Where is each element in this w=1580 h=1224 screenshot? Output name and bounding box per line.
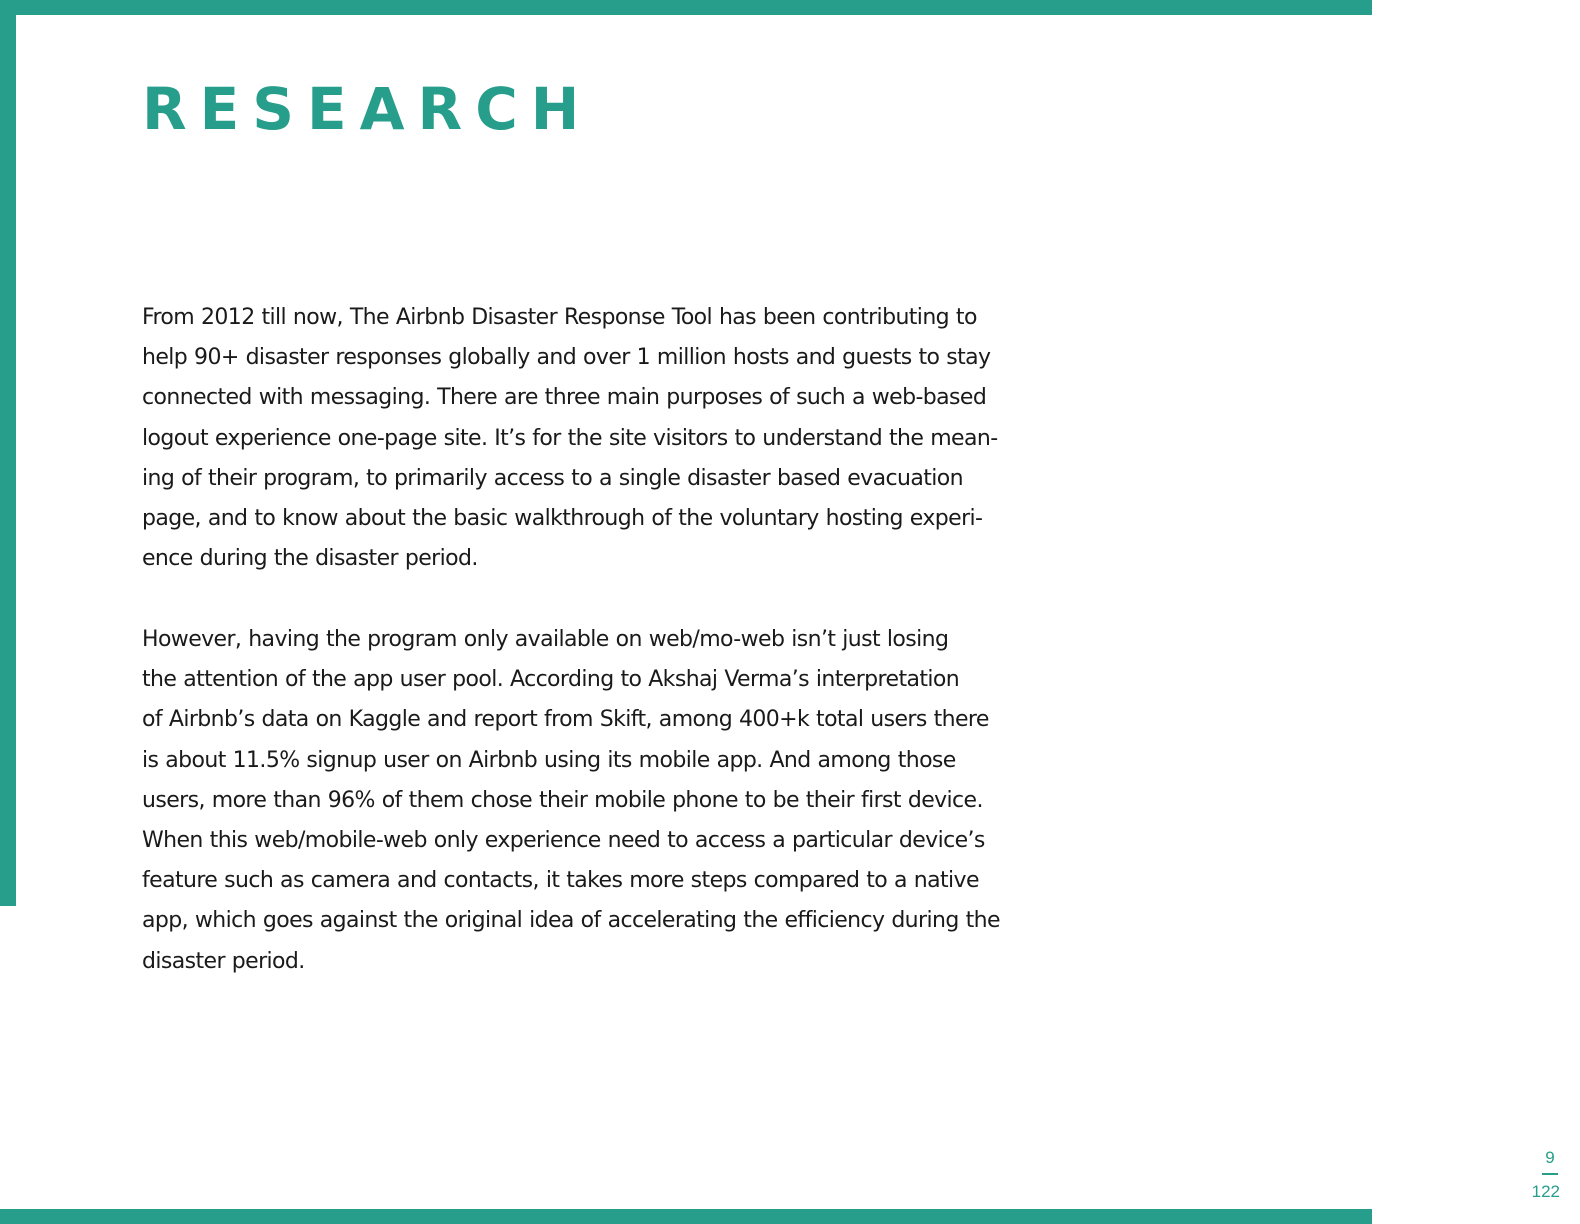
- paragraph-line: disaster period.: [142, 948, 305, 974]
- paragraph-line: connected with messaging. There are three main purposes of such a web-based: [142, 385, 987, 411]
- paragraph-line: the attention of the app user pool. According to Akshaj Verma’s interpretation: [142, 667, 960, 693]
- page-number: [1500, 1147, 1560, 1202]
- bottom-accent-bar: [0, 1209, 1372, 1224]
- paragraph-line: logout experience one-page site. It’s for the site visitors to understand the mean-: [142, 425, 998, 451]
- paragraph-line: From 2012 till now, The Airbnb Disaster Response Tool has been contributing to: [142, 305, 977, 330]
- paragraph-line: help 90+ disaster responses globally and over 1 million hosts and guests to stay: [142, 345, 991, 371]
- current-page-number: 9: [1545, 1148, 1555, 1167]
- paragraph-line: However, having the program only available on web/mo-web isn’t just losing: [142, 627, 949, 652]
- page-title: RESEARCH: [142, 75, 593, 143]
- paragraph-line: ence during the disaster period.: [142, 546, 478, 572]
- paragraph-line: of Airbnb’s data on Kaggle and report from Skift, among 400+k total users there: [142, 707, 989, 733]
- total-page-count: 122: [1531, 1182, 1560, 1201]
- paragraph-line: users, more than 96% of them chose their mobile phone to be their first device.: [142, 787, 983, 813]
- top-accent-bar: [0, 0, 1372, 15]
- paragraph-line: app, which goes against the original idea of accelerating the efficiency during the: [142, 908, 1000, 934]
- paragraph-line: ing of their program, to primarily access to a single disaster based evacuation: [142, 465, 963, 491]
- paragraph-line: feature such as camera and contacts, it takes more steps compared to a native: [142, 868, 979, 894]
- paragraph-line: is about 11.5% signup user on Airbnb using its mobile app. And among those: [142, 747, 956, 773]
- paragraph-1: [142, 298, 1052, 579]
- paragraph-line: When this web/mobile-web only experience need to access a particular device’s: [142, 828, 985, 854]
- paragraph-2: [142, 620, 1052, 982]
- page-number-divider: [1542, 1173, 1558, 1175]
- left-accent-bar: [0, 0, 16, 906]
- paragraph-line: page, and to know about the basic walkthrough of the voluntary hosting experi-: [142, 506, 983, 532]
